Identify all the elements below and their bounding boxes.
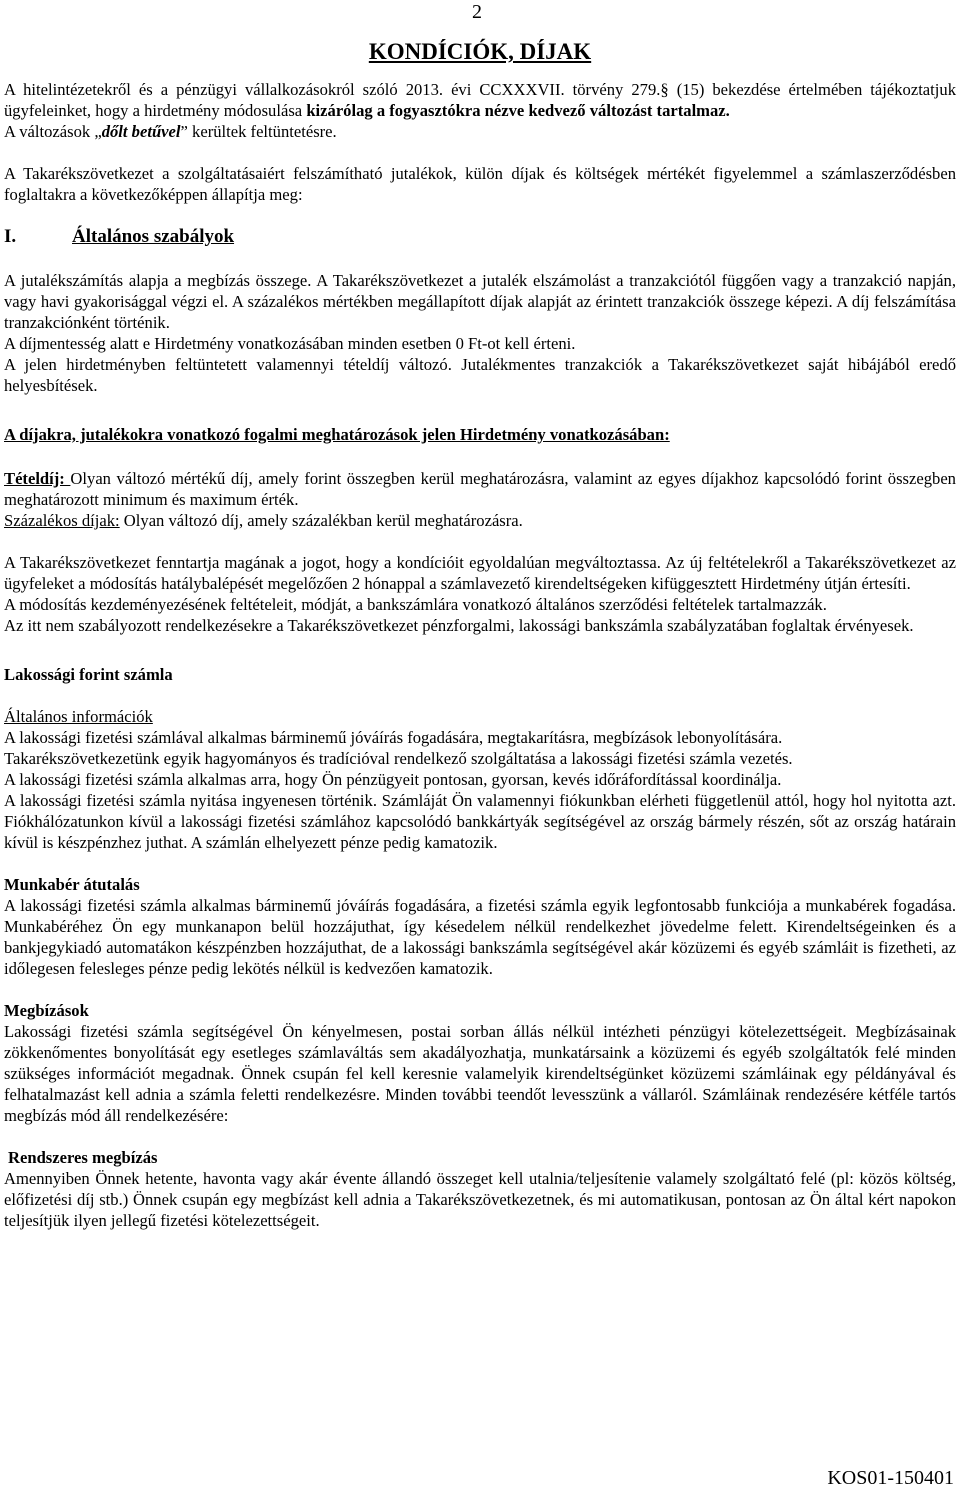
- general-rules-paragraph: A jutalékszámítás alapja a megbízás összege. A Takarékszövetkezet a jutalék elszámolást a tranzakciótól függően vagy a tranzakció napján, vagy havi gyakorisággal végzi el. A százalékos mértékben megállapított díjak alapját az érintett tranzakciók összege képezi. A díj felszámítása tranzakciónként történik.: [4, 271, 956, 332]
- section-title: Általános szabályok: [72, 226, 235, 247]
- italic-note-suffix: ” kerültek feltüntetésre.: [180, 122, 337, 141]
- definition-text: Olyan változó díj, amely százalékban kerül meghatározásra.: [119, 511, 523, 530]
- definition-label: Tételdíj:: [4, 469, 71, 488]
- standing-order-heading: Rendszeres megbízás: [8, 1148, 158, 1167]
- orders-heading: Megbízások: [4, 1001, 89, 1020]
- general-rules-paragraph: A díjmentesség alatt e Hirdetmény vonatkozásában minden esetben 0 Ft-ot kell érteni.: [4, 334, 576, 353]
- general-info-heading: Általános információk: [4, 707, 153, 726]
- intro-paragraph-italic-note: [4, 121, 956, 142]
- salary-transfer-paragraph: A lakossági fizetési számla alkalmas bárminemű jóváírás fogadására, a fizetési számla egyik legfontosabb funkciója a munkabérek fogadása. Munkabéréhez Ön egy munkanapon belül hozzájuthat, így késedelem nélkül rendelkezhet jövedelme felett. Kirendeltségeinken és a bankjegykiadó automatákon készpénzben hozzájuthat, de a lakossági bankszámla segítségével akár közüzemi és egyéb számláit is fizetheti, az időlegesen felesleges pénze pedig lekötés nélkül is kedvezően kamatozik.: [4, 896, 956, 978]
- definition-item-percentage-fee: [4, 510, 956, 531]
- rights-paragraph: A módosítás kezdeményezésének feltételeit, módját, a bankszámlára vonatkozó általános szerződési feltételek tartalmazzák.: [4, 595, 827, 614]
- general-rules-paragraph: A jelen hirdetményben feltüntetett valamennyi tételdíj változó. Jutalékmentes tranzakciók a Takarékszövetkezet saját hibájából eredő helyesbítések.: [4, 355, 956, 395]
- definition-label: Százalékos díjak:: [4, 511, 120, 530]
- rights-paragraph: Az itt nem szabályozott rendelkezésekre a Takarékszövetkezet pénzforgalmi, lakossági bankszámla szabályzatában foglaltak érvényesek.: [4, 616, 914, 635]
- standing-order-paragraph: Amennyiben Önnek hetente, havonta vagy akár évente állandó összeget kell utalnia/teljesítenie valamely szolgáltató felé (pl: közös költség, előfizetési díj stb.) Önnek csupán egy megbízást kell adnia a Takarékszövetkezetnek, és mi automatikusan, pontosan az Ön által kért napokon teljesítjük ilyen jellegű fizetési kötelezettségeit.: [4, 1169, 956, 1230]
- document-content: [4, 38, 956, 1231]
- general-info-paragraph: A lakossági fizetési számla nyitása ingyenesen történik. Számláját Ön valamennyi fiókunkban elérheti függetlenül attól, hogy hol nyitotta azt. Fiókhálózatunkon kívül a lakossági fizetési számlához kapcsolódó bankkártyák segítségével az ország bármely részén, sőt az ország határain kívül is készpénzhez juthat. A számlán elhelyezett pénze pedig kamatozik.: [4, 791, 956, 852]
- section-heading-general-rules: [4, 225, 956, 249]
- italic-note-emphasis: dőlt betűvel: [101, 122, 181, 141]
- document-code: KOS01-150401: [827, 1467, 954, 1489]
- orders-paragraph: Lakossági fizetési számla segítségével Ön kényelmesen, postai sorban állás nélkül intézheti pénzügyi kötelezettségeit. Megbízásainak zökkenőmentes bonyolítását egy esetleges számlaváltás sem akadályozhatja, munkatársaink a közüzemi és egyéb szolgáltatók felé minden szükséges információt megadnak. Önnek csupán fel kell keresnie valamelyik kirendeltségünket közüzemi számláinak egy példányával és felhatalmazást kell adnia a számla feletti rendelkezésre. Minden további teendőt levesszünk a vállaról. Számláinak rendezésére kétféle tartós megbízás mód áll rendelkezésére:: [4, 1022, 956, 1125]
- definition-item-fixed-fee: [4, 468, 956, 510]
- intro-paragraph-fees: A Takarékszövetkezet a szolgáltatásaiért felszámítható jutalékok, külön díjak és költségek mértékét figyelemmel a számlaszerződésben foglaltakra a következőképpen állapítja meg:: [4, 164, 956, 204]
- intro-law-bold: kizárólag a fogyasztókra nézve kedvező változást tartalmaz.: [306, 101, 730, 120]
- intro-law-text: A hitelintézetekről és a pénzügyi vállalkozásokról szóló 2013. évi CCXXXVII. törvény 279.§ (15) bekezdése értelmében tájékoztatjuk ügyfeleinket, hogy a hirdetmény módosulása: [4, 80, 956, 120]
- account-heading: Lakossági forint számla: [4, 665, 173, 684]
- document-title: KONDÍCIÓK, DÍJAK: [368, 39, 592, 64]
- page-number: 2: [472, 1, 482, 23]
- definition-text: Olyan változó mértékű díj, amely forint összegben kerül meghatározásra, valamint az egyes díjakhoz kapcsolódó forint összegben meghatározott minimum és maximum érték.: [4, 469, 956, 509]
- general-info-paragraph: Takarékszövetkezetünk egyik hagyományos és tradícióval rendelkező szolgáltatása a lakossági fizetési számla vezetés.: [4, 749, 793, 768]
- definitions-heading: A díjakra, jutalékokra vonatkozó fogalmi meghatározások jelen Hirdetmény vonatkozásában:: [4, 425, 670, 444]
- italic-note-prefix: A változások „: [4, 122, 102, 141]
- intro-paragraph-law: [4, 79, 956, 121]
- general-info-paragraph: A lakossági fizetési számlával alkalmas bárminemű jóváírás fogadására, megtakarításra, megbízások lebonyolítására.: [4, 728, 783, 747]
- section-number: I.: [4, 226, 17, 247]
- salary-transfer-heading: Munkabér átutalás: [4, 875, 140, 894]
- rights-paragraph: A Takarékszövetkezet fenntartja magának a jogot, hogy a kondícióit egyoldalúan megváltoztassa. Az új feltételekről a Takarékszövetkezet az ügyfeleket a módosítás hatálybalépését megelőzően 2 hónappal a számlavezető kirendeltségeken kifüggesztett Hirdetmény útján értesíti.: [4, 553, 956, 593]
- general-info-paragraph: A lakossági fizetési számla alkalmas arra, hogy Ön pénzügyeit pontosan, gyorsan, kevés időráfordítással koordinálja.: [4, 770, 782, 789]
